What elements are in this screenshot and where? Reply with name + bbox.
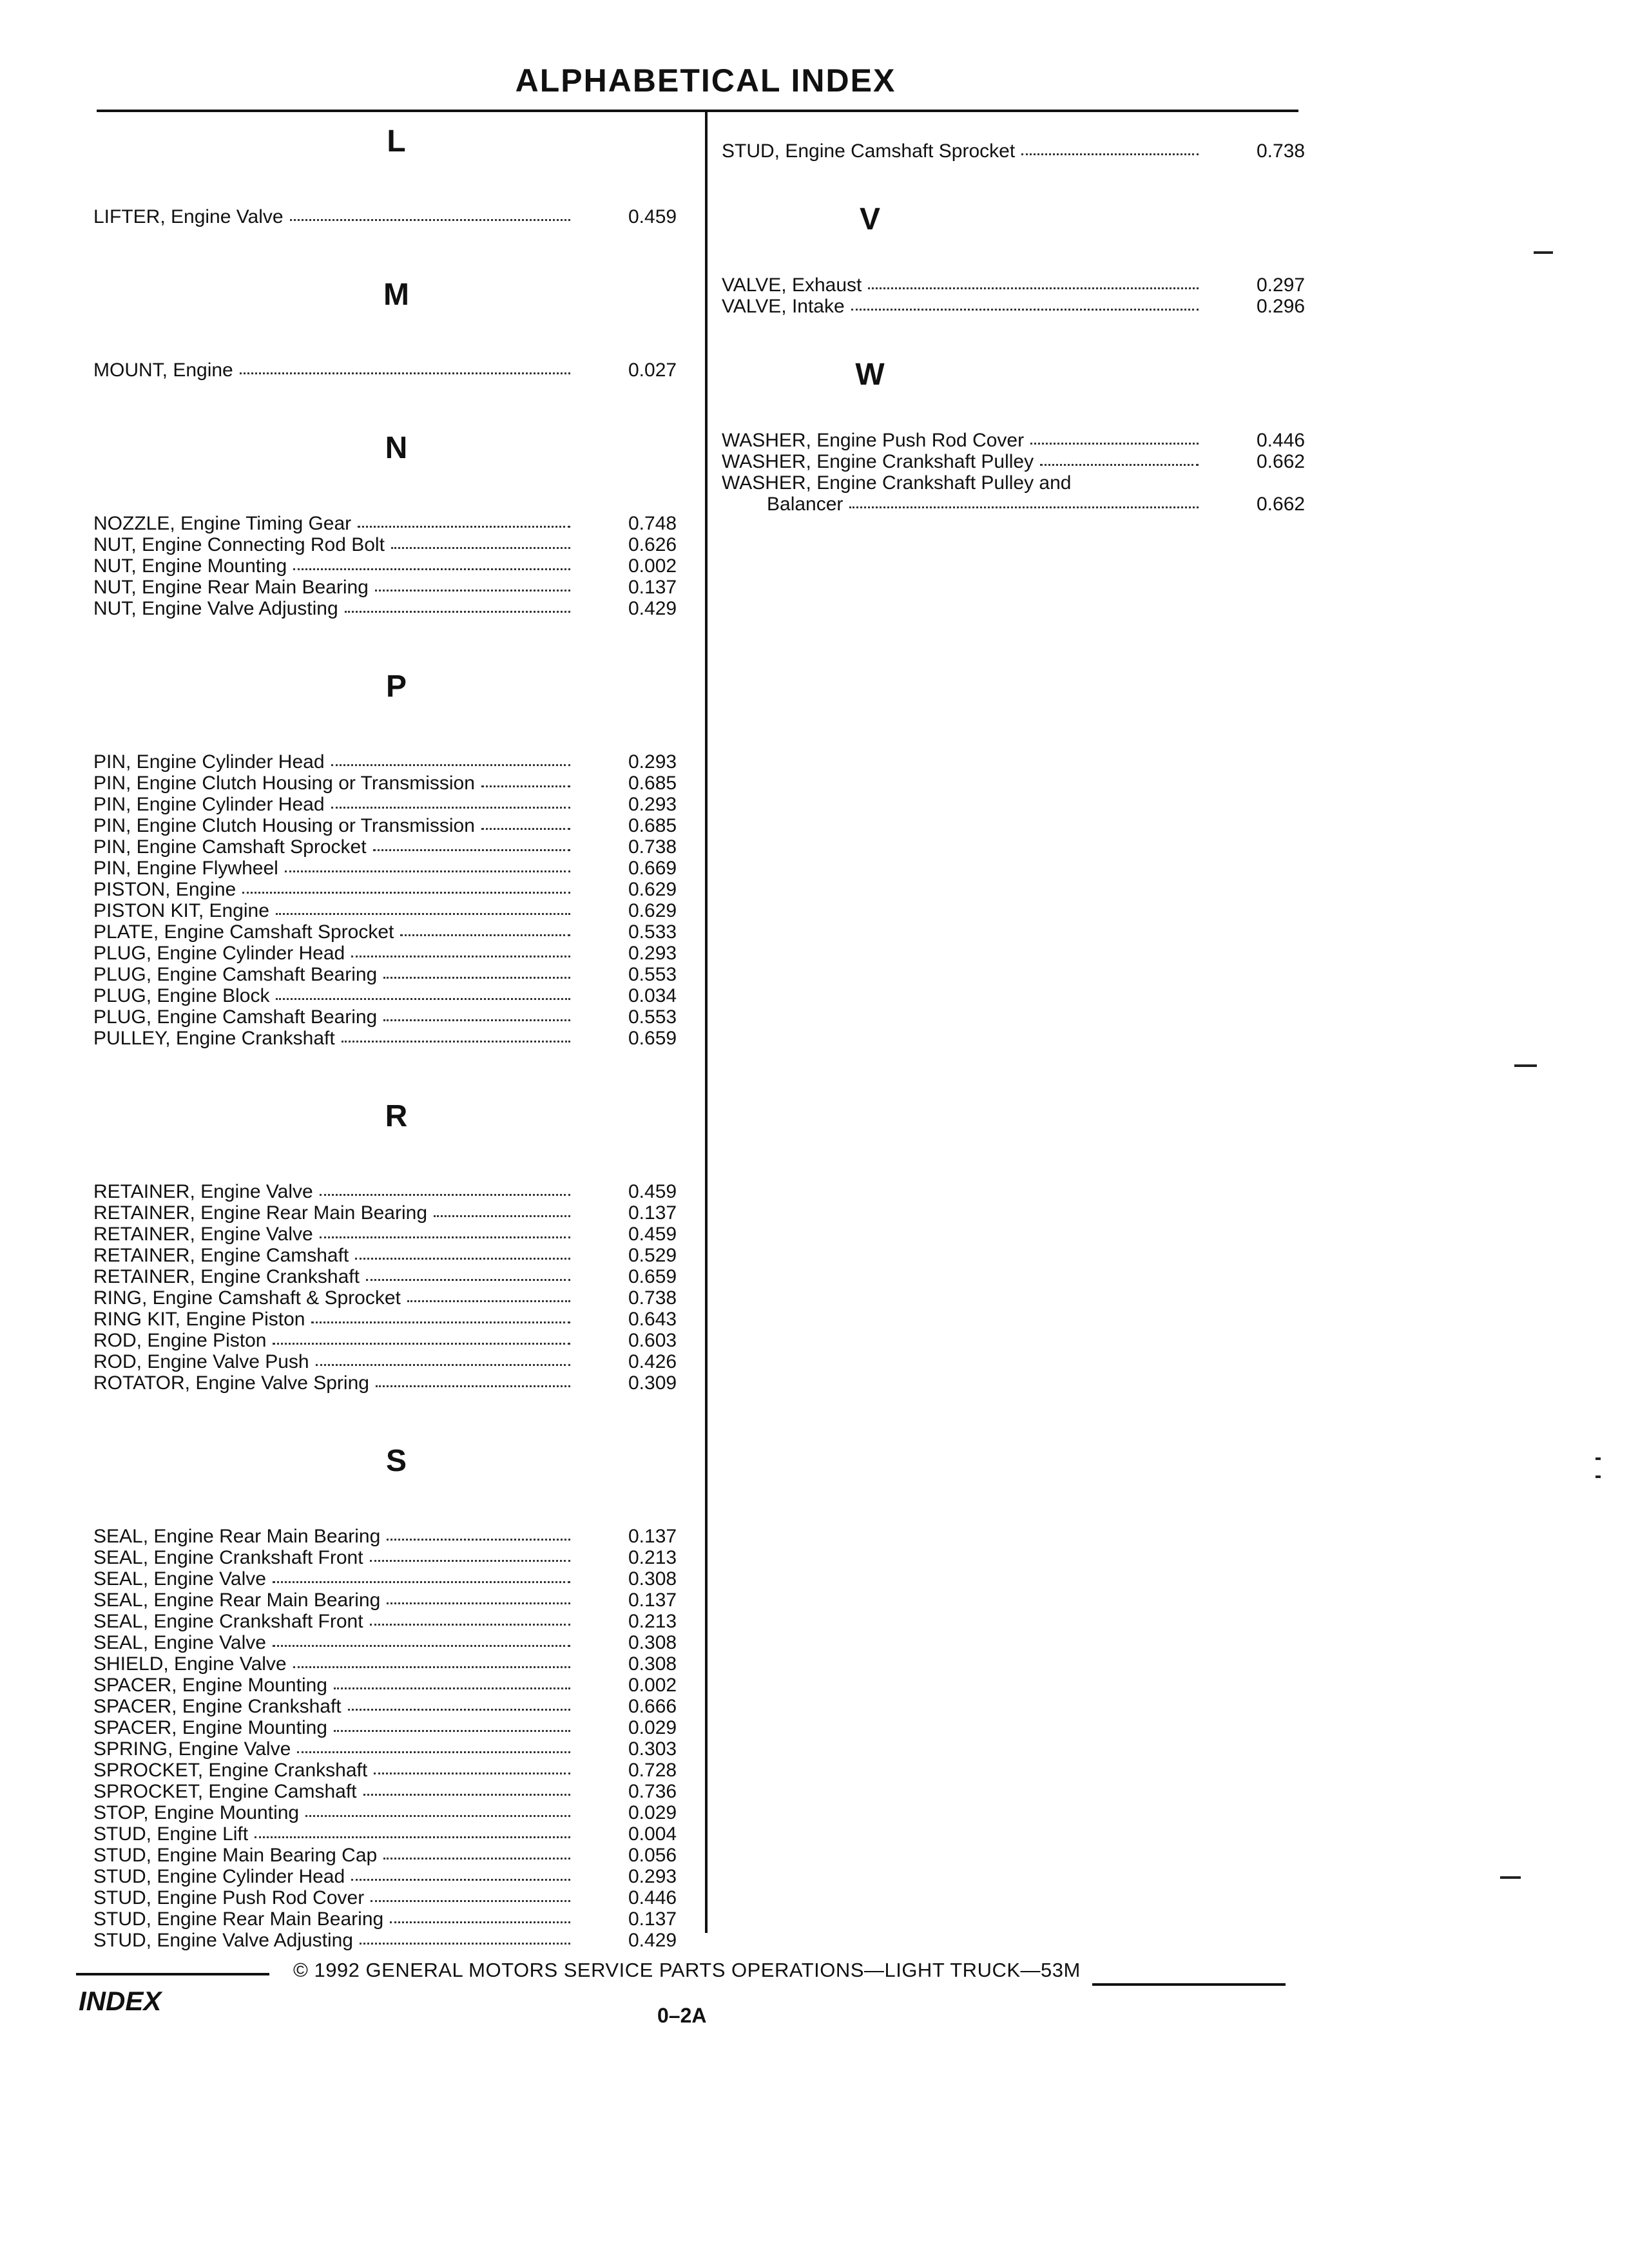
- dot-leader: [290, 210, 570, 221]
- entry-name: PLUG, Engine Camshaft Bearing: [93, 964, 378, 985]
- dot-leader: [375, 581, 570, 591]
- page-reference: 0.685: [628, 773, 677, 794]
- index-entry: [722, 451, 1315, 472]
- entry-name: STUD, Engine Valve Adjusting: [93, 1930, 353, 1951]
- dot-leader: [348, 1700, 570, 1711]
- entry-name: Balancer: [767, 494, 843, 515]
- index-entry: [722, 296, 1315, 317]
- page-reference: 0.662: [1257, 494, 1306, 515]
- page-reference: 0.603: [628, 1330, 677, 1351]
- dot-leader: [434, 1206, 570, 1217]
- dot-leader: [1030, 434, 1199, 445]
- dot-leader: [366, 1270, 570, 1281]
- entry-name: STOP, Engine Mounting: [93, 1802, 300, 1823]
- page-reference: 0.429: [628, 1930, 677, 1951]
- footer-rule-left: [76, 1973, 269, 1975]
- dot-leader: [331, 755, 570, 766]
- dot-leader: [297, 1742, 570, 1753]
- dot-leader: [242, 883, 570, 894]
- footer-copyright: © 1992 GENERAL MOTORS SERVICE PARTS OPERATIONS—LIGHT TRUCK—53M: [293, 1959, 1081, 1981]
- entry-name: PLATE, Engine Camshaft Sprocket: [93, 921, 394, 943]
- dot-leader: [390, 1912, 570, 1923]
- index-entry: [93, 1309, 696, 1330]
- page-reference: 0.056: [628, 1845, 677, 1866]
- index-entry: [93, 773, 696, 794]
- page-reference: 0.309: [628, 1372, 677, 1394]
- dot-leader: [355, 1249, 570, 1260]
- entry-name: ROD, Engine Valve Push: [93, 1351, 309, 1372]
- header-rule: [97, 110, 1298, 112]
- index-entry: [93, 1181, 696, 1202]
- entry-name: PULLEY, Engine Crankshaft: [93, 1028, 335, 1049]
- dot-leader: [351, 947, 570, 957]
- index-entry: [93, 900, 696, 921]
- index-entry: [93, 1526, 696, 1547]
- dot-leader: [371, 1891, 570, 1902]
- left-column: [93, 122, 696, 1951]
- index-entry: [93, 1590, 696, 1611]
- index-entry: [93, 1568, 696, 1590]
- dot-leader: [293, 1657, 570, 1668]
- margin-mark: [1514, 1064, 1537, 1067]
- entry-name: SEAL, Engine Valve: [93, 1632, 266, 1653]
- entry-name: SEAL, Engine Crankshaft Front: [93, 1547, 363, 1568]
- index-entry: [93, 1760, 696, 1781]
- entry-name: VALVE, Exhaust: [722, 274, 862, 296]
- entry-name: NUT, Engine Rear Main Bearing: [93, 577, 369, 598]
- entry-name: NUT, Engine Connecting Rod Bolt: [93, 534, 385, 555]
- index-entry: [722, 472, 1315, 494]
- dot-leader: [376, 1376, 570, 1387]
- page-reference: 0.137: [628, 1590, 677, 1611]
- index-entry: [93, 1287, 696, 1309]
- entry-name: PLUG, Engine Camshaft Bearing: [93, 1006, 378, 1028]
- index-entry: [93, 1266, 696, 1287]
- entry-name: ROTATOR, Engine Valve Spring: [93, 1372, 369, 1394]
- index-entry: [93, 1823, 696, 1845]
- dot-leader: [334, 1721, 570, 1732]
- entry-name: PISTON, Engine: [93, 879, 236, 900]
- page-reference: 0.459: [628, 1181, 677, 1202]
- index-entry: [93, 1653, 696, 1675]
- page-reference: 0.137: [628, 577, 677, 598]
- entry-name: WASHER, Engine Crankshaft Pulley and: [722, 472, 1072, 494]
- dot-leader: [387, 1593, 570, 1604]
- dot-leader: [342, 1032, 570, 1043]
- page-reference: 0.296: [1257, 296, 1306, 317]
- index-entry: [93, 1717, 696, 1738]
- page-reference: 0.137: [628, 1526, 677, 1547]
- entry-name: RETAINER, Engine Crankshaft: [93, 1266, 360, 1287]
- page-reference: 0.297: [1257, 274, 1306, 296]
- index-entry: [93, 513, 696, 534]
- entry-name: STUD, Engine Lift: [93, 1823, 249, 1845]
- entry-name: WASHER, Engine Push Rod Cover: [722, 430, 1025, 451]
- page-reference: 0.529: [628, 1245, 677, 1266]
- page-reference: 0.002: [628, 1675, 677, 1696]
- index-entry: [93, 1696, 696, 1717]
- entry-name: NUT, Engine Valve Adjusting: [93, 598, 338, 619]
- page-reference: 0.027: [628, 360, 677, 381]
- right-column: [722, 140, 1315, 515]
- index-entry: [93, 879, 696, 900]
- page-reference: 0.662: [1257, 451, 1306, 472]
- section-letter: V: [859, 202, 880, 236]
- index-entry: [93, 1738, 696, 1760]
- page-reference: 0.728: [628, 1760, 677, 1781]
- entry-name: VALVE, Intake: [722, 296, 845, 317]
- index-entry: [93, 1547, 696, 1568]
- dot-leader: [374, 1763, 570, 1774]
- index-entry: [93, 1351, 696, 1372]
- section-label: INDEX: [79, 1986, 162, 2016]
- dot-leader: [370, 1615, 570, 1626]
- index-entry: [93, 794, 696, 815]
- index-entry: [93, 1802, 696, 1823]
- entry-name: NUT, Engine Mounting: [93, 555, 287, 577]
- index-entry: [93, 1006, 696, 1028]
- index-entry: [722, 140, 1315, 162]
- index-entry: [93, 815, 696, 836]
- margin-mark: [1595, 1475, 1601, 1478]
- entry-name: PIN, Engine Cylinder Head: [93, 794, 325, 815]
- section-letter: L: [387, 124, 406, 159]
- entry-name: SEAL, Engine Rear Main Bearing: [93, 1590, 381, 1611]
- dot-leader: [255, 1827, 570, 1838]
- entry-name: PLUG, Engine Block: [93, 985, 270, 1006]
- dot-leader: [351, 1870, 570, 1881]
- entry-name: SPRING, Engine Valve: [93, 1738, 291, 1760]
- entry-name: RETAINER, Engine Valve: [93, 1224, 313, 1245]
- entry-name: RETAINER, Engine Camshaft: [93, 1245, 349, 1266]
- dot-leader: [273, 1334, 570, 1345]
- section-letter: R: [385, 1099, 408, 1133]
- page-reference: 0.004: [628, 1823, 677, 1845]
- page-reference: 0.459: [628, 1224, 677, 1245]
- page-reference: 0.429: [628, 598, 677, 619]
- dot-leader: [285, 861, 570, 872]
- dot-leader: [311, 1312, 570, 1323]
- entry-name: SPROCKET, Engine Crankshaft: [93, 1760, 368, 1781]
- dot-leader: [1021, 144, 1199, 155]
- page-reference: 0.308: [628, 1568, 677, 1590]
- section-letter: N: [385, 431, 408, 465]
- index-entry: [93, 964, 696, 985]
- entry-name: SPACER, Engine Mounting: [93, 1675, 327, 1696]
- dot-leader: [387, 1530, 570, 1541]
- dot-leader: [305, 1806, 570, 1817]
- section-letter: M: [383, 278, 409, 312]
- dot-leader: [320, 1227, 570, 1238]
- entry-name: PIN, Engine Clutch Housing or Transmission: [93, 773, 475, 794]
- index-entry: [93, 1224, 696, 1245]
- index-entry: [93, 1372, 696, 1394]
- page-reference: 0.553: [628, 1006, 677, 1028]
- page-reference: 0.738: [628, 1287, 677, 1309]
- entry-name: PIN, Engine Clutch Housing or Transmission: [93, 815, 475, 836]
- index-entry: [93, 1245, 696, 1266]
- entry-name: PIN, Engine Camshaft Sprocket: [93, 836, 367, 858]
- entry-name: STUD, Engine Camshaft Sprocket: [722, 140, 1016, 162]
- page-reference: 0.002: [628, 555, 677, 577]
- page-reference: 0.293: [628, 751, 677, 773]
- entry-name: SEAL, Engine Valve: [93, 1568, 266, 1590]
- entry-name: NOZZLE, Engine Timing Gear: [93, 513, 352, 534]
- page-title: ALPHABETICAL INDEX: [515, 62, 896, 99]
- entry-name: STUD, Engine Cylinder Head: [93, 1866, 345, 1887]
- dot-leader: [358, 517, 570, 528]
- page-reference: 0.029: [628, 1802, 677, 1823]
- index-entry: [93, 1866, 696, 1887]
- index-entry: [722, 494, 1315, 515]
- page-reference: 0.685: [628, 815, 677, 836]
- entry-name: STUD, Engine Rear Main Bearing: [93, 1908, 384, 1930]
- dot-leader: [273, 1572, 570, 1583]
- dot-leader: [383, 1010, 570, 1021]
- entry-name: PISTON KIT, Engine: [93, 900, 269, 921]
- entry-name: RETAINER, Engine Rear Main Bearing: [93, 1202, 427, 1224]
- page-reference: 0.659: [628, 1028, 677, 1049]
- page-reference: 0.303: [628, 1738, 677, 1760]
- section-letter: S: [385, 1444, 407, 1478]
- dot-leader: [345, 602, 570, 613]
- dot-leader: [383, 968, 570, 979]
- index-entry: [93, 1845, 696, 1866]
- entry-name: PIN, Engine Flywheel: [93, 858, 278, 879]
- dot-leader: [276, 904, 570, 915]
- page-reference: 0.293: [628, 794, 677, 815]
- dot-leader: [868, 278, 1199, 289]
- entry-name: RING KIT, Engine Piston: [93, 1309, 305, 1330]
- index-entry: [93, 534, 696, 555]
- dot-leader: [240, 363, 570, 374]
- dot-leader: [370, 1551, 570, 1562]
- page-reference: 0.659: [628, 1266, 677, 1287]
- page-reference: 0.629: [628, 900, 677, 921]
- entry-name: RING, Engine Camshaft & Sprocket: [93, 1287, 401, 1309]
- page-reference: 0.308: [628, 1632, 677, 1653]
- index-entry: [93, 1781, 696, 1802]
- page-reference: 0.029: [628, 1717, 677, 1738]
- entry-name: SEAL, Engine Rear Main Bearing: [93, 1526, 381, 1547]
- index-entry: [93, 1202, 696, 1224]
- index-entry: [93, 360, 696, 381]
- index-entry: [93, 1611, 696, 1632]
- entry-name: STUD, Engine Main Bearing Cap: [93, 1845, 378, 1866]
- page-number: 0–2A: [657, 2004, 707, 2027]
- entry-name: STUD, Engine Push Rod Cover: [93, 1887, 365, 1908]
- dot-leader: [363, 1785, 570, 1796]
- section-letter: W: [855, 358, 885, 392]
- page-reference: 0.034: [628, 985, 677, 1006]
- index-entry: [93, 921, 696, 943]
- index-entry: [93, 985, 696, 1006]
- page-reference: 0.426: [628, 1351, 677, 1372]
- entry-name: SEAL, Engine Crankshaft Front: [93, 1611, 363, 1632]
- column-divider: [705, 111, 708, 1933]
- page-reference: 0.626: [628, 534, 677, 555]
- page-reference: 0.738: [1257, 140, 1306, 162]
- dot-leader: [316, 1355, 570, 1366]
- index-entry: [93, 751, 696, 773]
- page-reference: 0.666: [628, 1696, 677, 1717]
- margin-mark: [1500, 1876, 1521, 1879]
- page-reference: 0.446: [628, 1887, 677, 1908]
- index-entry: [93, 858, 696, 879]
- page-reference: 0.669: [628, 858, 677, 879]
- entry-name: WASHER, Engine Crankshaft Pulley: [722, 451, 1034, 472]
- index-entry: [93, 1330, 696, 1351]
- page-reference: 0.213: [628, 1611, 677, 1632]
- dot-leader: [373, 840, 570, 851]
- dot-leader: [481, 776, 570, 787]
- dot-leader: [334, 1678, 570, 1689]
- dot-leader: [481, 819, 570, 830]
- page-reference: 0.293: [628, 1866, 677, 1887]
- margin-mark: [1534, 251, 1553, 254]
- page-reference: 0.738: [628, 836, 677, 858]
- page-reference: 0.736: [628, 1781, 677, 1802]
- page-reference: 0.643: [628, 1309, 677, 1330]
- index-entry: [93, 1930, 696, 1951]
- page-reference: 0.459: [628, 206, 677, 227]
- page-reference: 0.293: [628, 943, 677, 964]
- index-entry: [93, 1908, 696, 1930]
- dot-leader: [293, 559, 570, 570]
- index-entry: [93, 598, 696, 619]
- margin-mark: [1595, 1457, 1601, 1460]
- index-entry: [93, 1887, 696, 1908]
- entry-name: SPACER, Engine Crankshaft: [93, 1696, 342, 1717]
- dot-leader: [320, 1185, 570, 1196]
- entry-name: SPACER, Engine Mounting: [93, 1717, 327, 1738]
- dot-leader: [849, 497, 1199, 508]
- entry-name: RETAINER, Engine Valve: [93, 1181, 313, 1202]
- index-entry: [722, 430, 1315, 451]
- index-entry: [93, 943, 696, 964]
- index-entry: [93, 1675, 696, 1696]
- index-entry: [93, 1632, 696, 1653]
- entry-name: PLUG, Engine Cylinder Head: [93, 943, 345, 964]
- index-entry: [722, 274, 1315, 296]
- index-entry: [93, 836, 696, 858]
- dot-leader: [360, 1934, 570, 1945]
- section-letter: P: [385, 669, 407, 704]
- page-reference: 0.137: [628, 1202, 677, 1224]
- entry-name: LIFTER, Engine Valve: [93, 206, 284, 227]
- index-entry: [93, 577, 696, 598]
- page-reference: 0.748: [628, 513, 677, 534]
- dot-leader: [851, 300, 1199, 311]
- page-reference: 0.213: [628, 1547, 677, 1568]
- entry-name: SPROCKET, Engine Camshaft: [93, 1781, 357, 1802]
- dot-leader: [407, 1291, 570, 1302]
- dot-leader: [400, 925, 570, 936]
- entry-name: SHIELD, Engine Valve: [93, 1653, 287, 1675]
- dot-leader: [276, 989, 570, 1000]
- footer-rule-right: [1092, 1983, 1286, 1986]
- dot-leader: [383, 1849, 570, 1860]
- dot-leader: [331, 798, 570, 809]
- dot-leader: [1040, 455, 1199, 466]
- entry-name: ROD, Engine Piston: [93, 1330, 267, 1351]
- index-entry: [93, 206, 696, 227]
- page-reference: 0.553: [628, 964, 677, 985]
- page-reference: 0.137: [628, 1908, 677, 1930]
- page-reference: 0.629: [628, 879, 677, 900]
- entry-name: PIN, Engine Cylinder Head: [93, 751, 325, 773]
- index-entry: [93, 555, 696, 577]
- page-reference: 0.533: [628, 921, 677, 943]
- entry-name: MOUNT, Engine: [93, 360, 233, 381]
- dot-leader: [391, 538, 570, 549]
- dot-leader: [273, 1636, 570, 1647]
- index-entry: [93, 1028, 696, 1049]
- page-reference: 0.446: [1257, 430, 1306, 451]
- page-reference: 0.308: [628, 1653, 677, 1675]
